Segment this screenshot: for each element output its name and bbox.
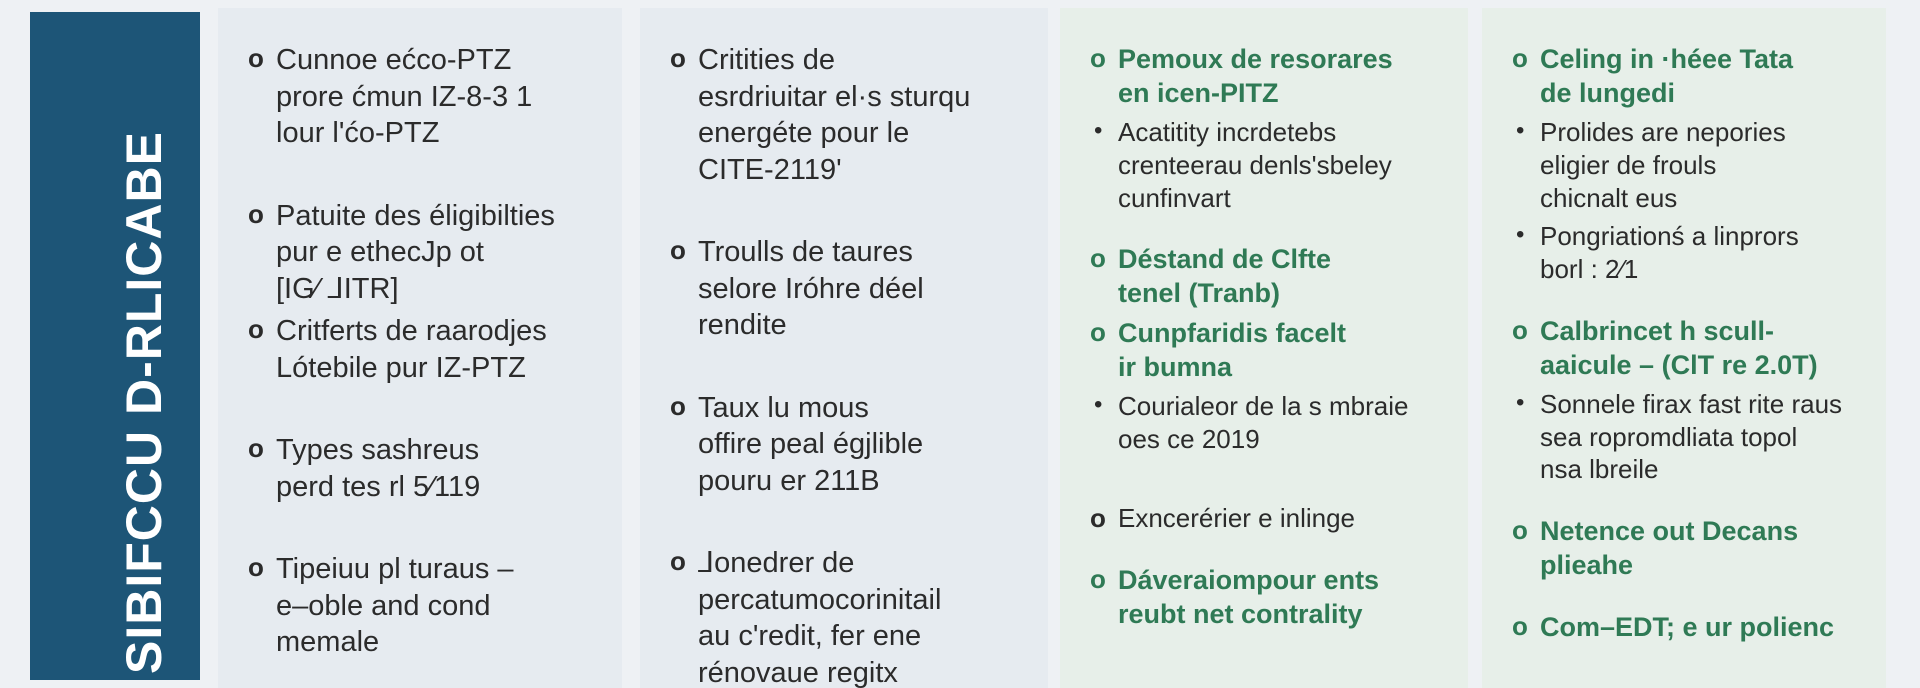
- list-item: • Courialeor de la s mbraie oes ce 2019: [1090, 390, 1448, 456]
- column-1: [218, 8, 622, 688]
- list-item: • Acatitity incrdetebs crenteerau denls'sbeley cunfinvart: [1090, 116, 1448, 214]
- list-item: • Pongriationś a linprors borl : 2⁄1: [1512, 220, 1866, 286]
- section-heading: o Déstand de Clfte tenel (Tranb): [1090, 242, 1448, 310]
- section-heading: o Calbrincet h scull- aaicule – (ClT re 2.0T): [1512, 314, 1866, 382]
- section-heading: o Cunpfaridis facelt ir bumna: [1090, 316, 1448, 384]
- column-4: [1482, 8, 1886, 688]
- column-3: [1060, 8, 1468, 688]
- sidebar-title: SIBIFCCU D-RLICABE: [116, 131, 172, 674]
- section-heading: o Netence out Decans plieahe: [1512, 514, 1866, 582]
- list-item: • Sonnele firax fast rite raus sea ropromdliata topol nsa lbreile: [1512, 388, 1866, 486]
- column-2: [640, 8, 1048, 688]
- list-item: o Patuite des éligibilties pur e ethecJp ot [IG⁄ ⅃ITR]: [248, 198, 602, 308]
- list-item: o Tipeiuu pl turaus – e–oble and cond memale: [248, 551, 602, 661]
- section-heading: o Dáveraiompour ents reubt net contrality: [1090, 563, 1448, 631]
- list-item: o Cunnoe ećco-PTZ prore ćmun IZ-8-3 1 lour l'ćo-PTZ: [248, 42, 602, 152]
- section-heading: o Celing in ·héee Tata de lungedi: [1512, 42, 1866, 110]
- list-item: o Critferts de raarodjes Lótebile pur IZ-PTZ: [248, 313, 602, 386]
- list-item: • Prolides are nepories eligier de frouls chicnalt eus: [1512, 116, 1866, 214]
- sidebar-banner: [30, 12, 200, 680]
- list-item: o Types sashreus perd tes rl 5⁄119: [248, 432, 602, 505]
- list-item: o Exncerérier e inlinge: [1090, 502, 1448, 535]
- section-heading: o Com–EDT; e ur polienc: [1512, 610, 1866, 644]
- list-item: o Taux lu mous offire peal égjlible pouru er 211B: [670, 390, 1028, 500]
- section-heading: o Pemoux de resorares en icen-PITZ: [1090, 42, 1448, 110]
- list-item: o Troulls de taures selore Iróhre déel rendite: [670, 234, 1028, 344]
- list-item: o ⅃onedrer de percatumocorinitail au c'redit, fer ene rénovaue regitx: [670, 545, 1028, 688]
- list-item: o Critities de esrdriuitar el·s sturqu energéte pour le CITE-2119': [670, 42, 1028, 188]
